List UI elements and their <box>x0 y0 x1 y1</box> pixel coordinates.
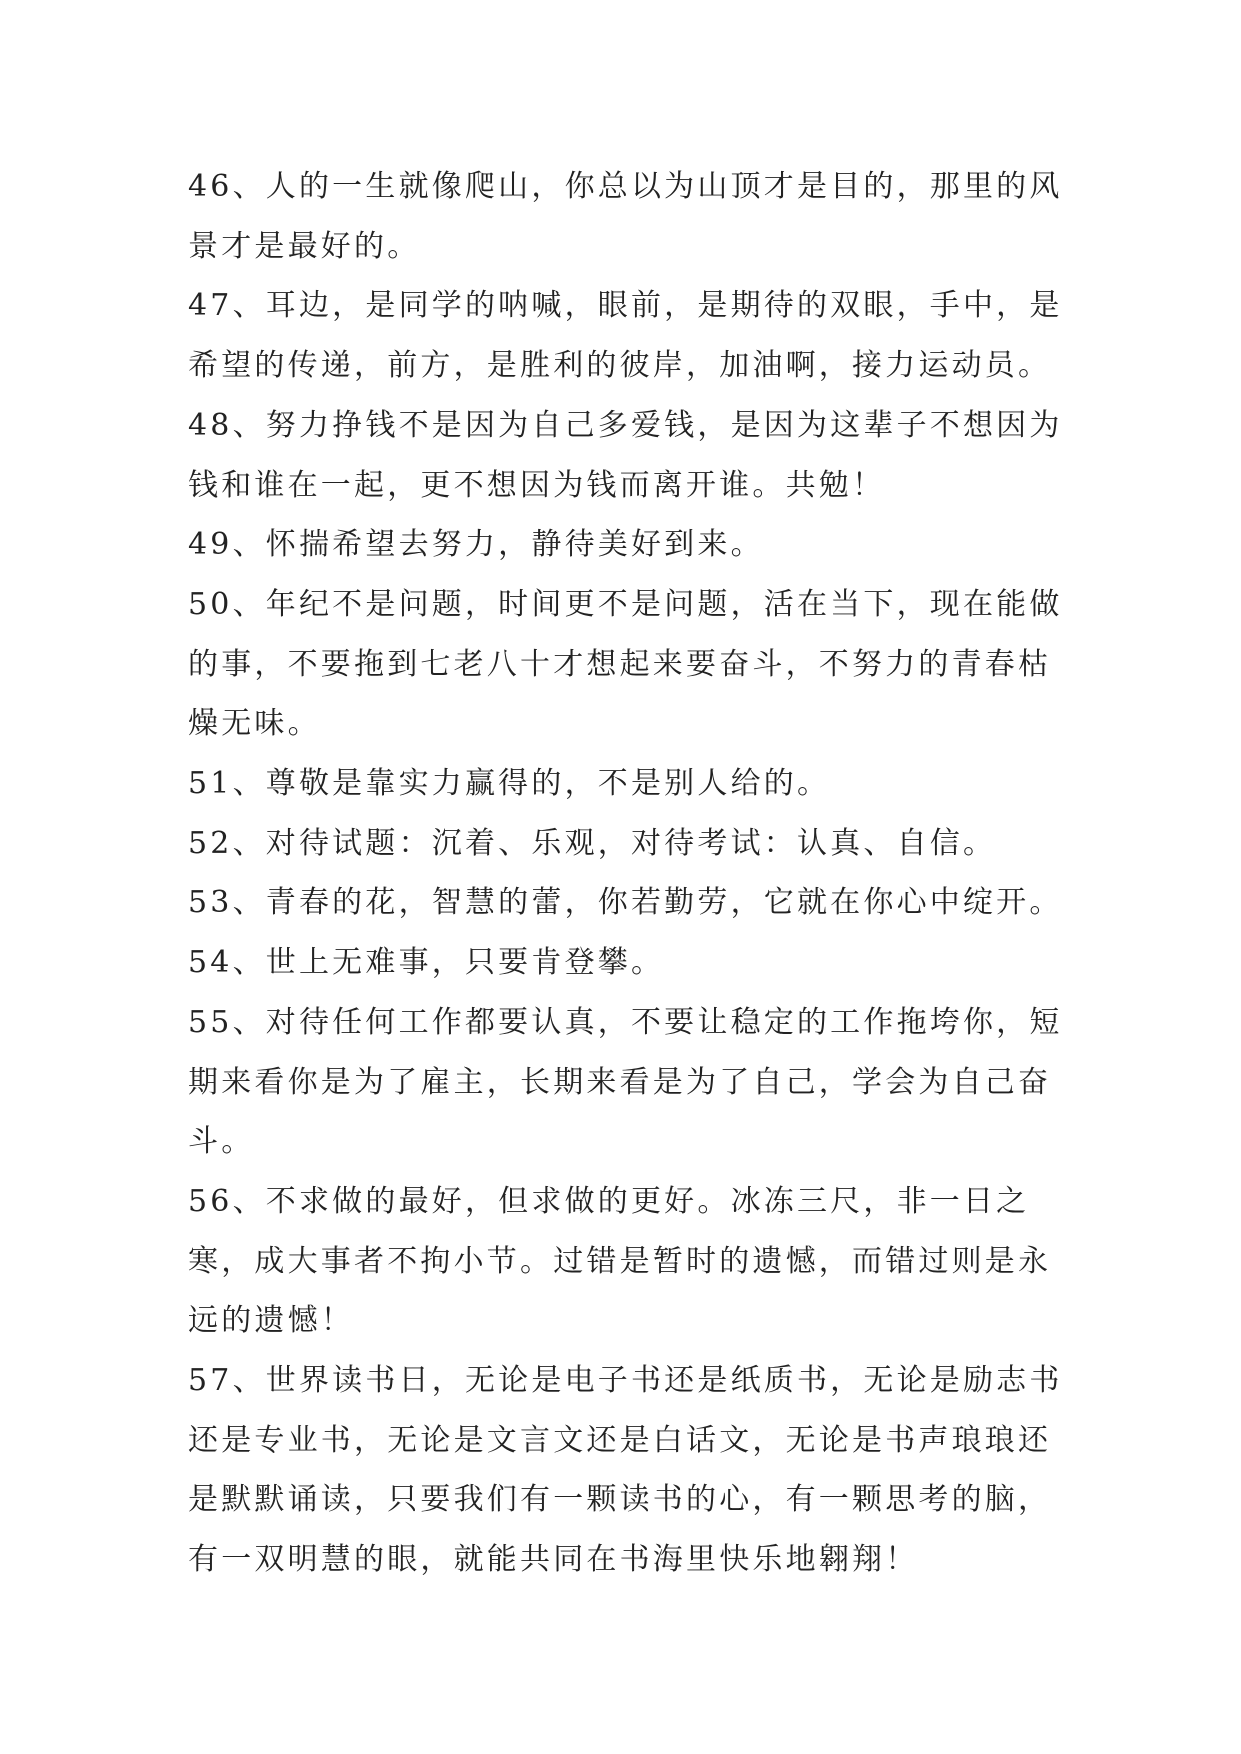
quote-entry-53: 53、青春的花，智慧的蕾，你若勤劳，它就在你心中绽开。 <box>188 885 1063 921</box>
quote-entry-51: 51、尊敬是靠实力赢得的，不是别人给的。 <box>188 766 831 802</box>
quote-entry-54: 54、世上无难事，只要肯登攀。 <box>188 945 665 981</box>
quote-entry-47: 47、耳边，是同学的呐喊，眼前，是期待的双眼，手中，是希望的传递，前方，是胜利的彼岸，加油啊，接力运动员。 <box>188 288 1063 384</box>
quote-entry-55: 55、对待任何工作都要认真，不要让稳定的工作拖垮你，短期来看你是为了雇主，长期来看是为了自己，学会为自己奋斗。 <box>188 1004 1063 1160</box>
quote-entry-49: 49、怀揣希望去努力，静待美好到来。 <box>188 527 764 563</box>
quote-entry-48: 48、努力挣钱不是因为自己多爱钱，是因为这辈子不想因为钱和谁在一起，更不想因为钱而离开谁。共勉！ <box>188 407 1063 503</box>
quote-entry-52: 52、对待试题：沉着、乐观，对待考试：认真、自信。 <box>188 825 997 861</box>
quote-entry-46: 46、人的一生就像爬山，你总以为山顶才是目的，那里的风景才是最好的。 <box>188 169 1063 264</box>
quote-entry-50: 50、年纪不是问题，时间更不是问题，活在当下，现在能做的事，不要拖到七老八十才想起来要奋斗，不努力的青春枯燥无味。 <box>188 586 1063 742</box>
quote-entry-57: 57、世界读书日，无论是电子书还是纸质书，无论是励志书还是专业书，无论是文言文还是白话文，无论是书声琅琅还是默默诵读，只要我们有一颗读书的心，有一颗思考的脑，有一双明慧的眼，就能共同在书海里快乐地翱翔！ <box>188 1363 1063 1578</box>
document-body <box>188 157 1078 1590</box>
quote-entry-56: 56、不求做的最好，但求做的更好。冰冻三尺，非一日之寒，成大事者不拘小节。过错是暂时的遗憾，而错过则是永远的遗憾！ <box>188 1183 1052 1339</box>
